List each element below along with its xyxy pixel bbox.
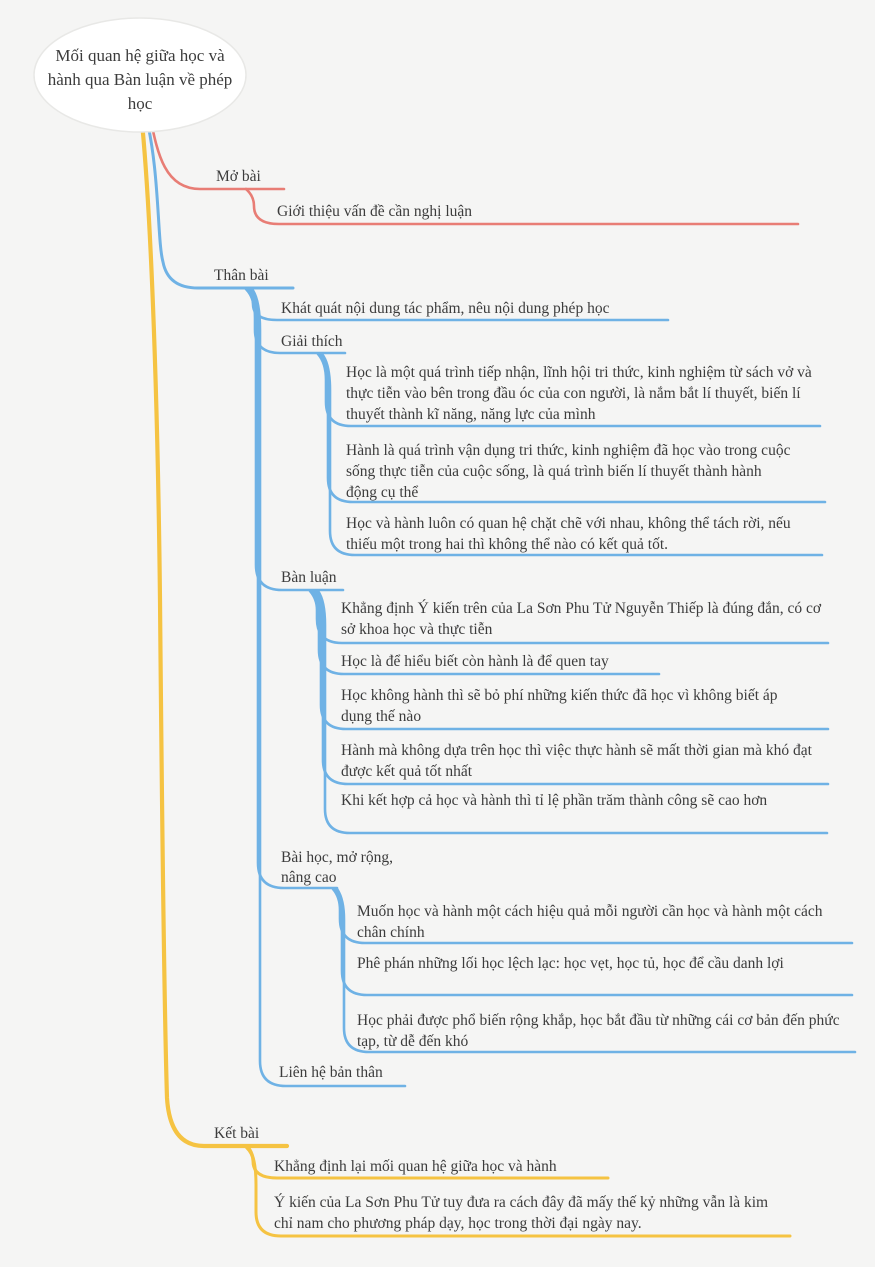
- node-lien-he-ban-than[interactable]: Liên hệ bản thân: [279, 1064, 383, 1081]
- node-ket-bai-item-1[interactable]: Khẳng định lại mối quan hệ giữa học và hành: [274, 1158, 557, 1175]
- node-ket-bai[interactable]: Kết bài: [214, 1125, 260, 1142]
- node-mo-bai[interactable]: Mở bài: [216, 168, 261, 185]
- node-ban-luan-item-4[interactable]: Hành mà không dựa trên học thì việc thực hành sẽ mất thời gian mà khó đạt được kết quả tốt nhất: [341, 742, 812, 780]
- node-giai-thich[interactable]: Giải thích: [281, 333, 343, 350]
- node-giai-thich-item-2[interactable]: Hành là quá trình vận dụng tri thức, kinh nghiệm đã học vào trong cuộc sống thực tiễn của cuộc sống, là quá trình biến lí thuyết thành hành động cụ thể: [346, 442, 791, 501]
- node-khat-quat[interactable]: Khát quát nội dung tác phẩm, nêu nội dung phép học: [281, 300, 610, 317]
- node-ban-luan-item-3[interactable]: Học không hành thì sẽ bỏ phí những kiến thức đã học vì không biết áp dụng thế nào: [341, 687, 778, 725]
- node-bai-hoc-mo-rong[interactable]: Bài học, mở rộng, nâng cao: [281, 849, 393, 886]
- node-ban-luan-item-2[interactable]: Học là để hiểu biết còn hành là để quen tay: [341, 653, 609, 670]
- node-than-bai[interactable]: Thân bài: [214, 267, 269, 284]
- node-giai-thich-item-3[interactable]: Học và hành luôn có quan hệ chặt chẽ với nhau, không thể tách rời, nếu thiếu một trong hai thì không thể nào có kết quả tốt.: [346, 515, 791, 553]
- node-ket-bai-item-2[interactable]: Ý kiến của La Sơn Phu Tử tuy đưa ra cách đây đã mấy thế kỷ những vẫn là kim chỉ nam cho phương pháp dạy, học trong thời đại ngày nay.: [274, 1194, 769, 1232]
- node-ban-luan-item-1[interactable]: Khẳng định Ý kiến trên của La Sơn Phu Tử Nguyễn Thiếp là đúng đắn, có cơ sở khoa học và thực tiễn: [341, 600, 822, 638]
- node-ban-luan-item-5[interactable]: Khi kết hợp cả học và hành thì tỉ lệ phần trăm thành công sẽ cao hơn: [341, 792, 768, 809]
- node-root[interactable]: Mối quan hệ giữa học và hành qua Bàn luận về phép học: [47, 46, 233, 113]
- node-bai-hoc-item-2[interactable]: Phê phán những lối học lệch lạc: học vẹt, học tủ, học để cầu danh lợi: [357, 955, 784, 972]
- node-ban-luan[interactable]: Bàn luận: [281, 569, 337, 586]
- node-bai-hoc-item-3[interactable]: Học phải được phổ biến rộng khắp, học bắt đầu từ những cái cơ bản đến phức tạp, từ dễ đến khó: [357, 1012, 840, 1050]
- node-giai-thich-item-1[interactable]: Học là một quá trình tiếp nhận, lĩnh hội tri thức, kinh nghiệm từ sách vở và thực tiễn vào bên trong đầu óc của con người, là nắm bắt lí thuyết, biến lí thuyết thành kĩ năng, năng lực của mình: [346, 364, 812, 423]
- node-gioi-thieu-van-de[interactable]: Giới thiệu vấn đề cần nghị luận: [277, 203, 473, 220]
- node-bai-hoc-item-1[interactable]: Muốn học và hành một cách hiệu quả mỗi người cần học và hành một cách chân chính: [357, 903, 823, 941]
